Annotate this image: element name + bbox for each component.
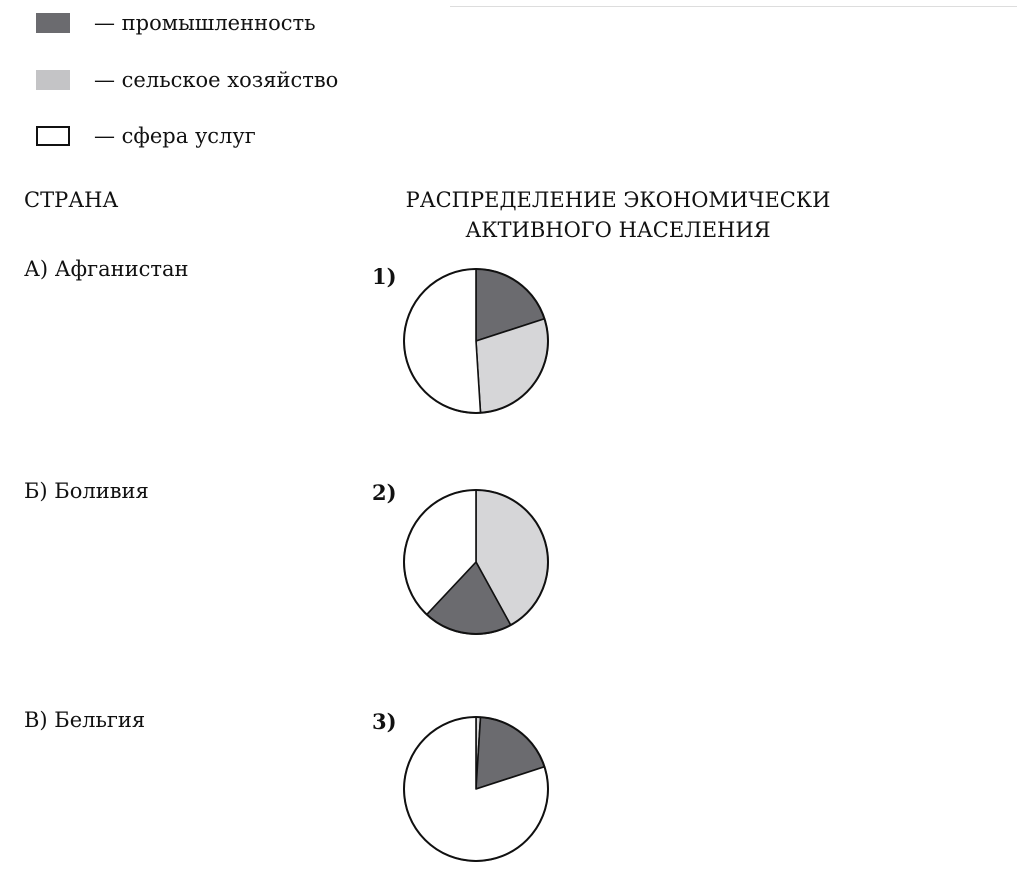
column-header-distribution: [360, 185, 876, 245]
country-belgium: В) Бельгия: [24, 708, 146, 732]
column-header-country: СТРАНА: [24, 188, 119, 212]
pie-chart-2: [401, 487, 551, 637]
chart-number-1: 1): [372, 264, 397, 289]
legend-swatch-industry: [36, 13, 70, 33]
legend-label-industry: — промышленность: [94, 11, 316, 35]
chart-number-3: 3): [372, 709, 397, 734]
legend-swatch-agriculture: [36, 70, 70, 90]
pie-1-slice-services: [404, 269, 480, 413]
legend-label-agriculture: — сельское хозяйство: [94, 68, 339, 92]
column-header-distribution-line1: РАСПРЕДЕЛЕНИЕ ЭКОНОМИЧЕСКИ: [405, 188, 831, 212]
legend-item-agriculture: [36, 68, 338, 92]
legend-item-industry: [36, 11, 316, 35]
top-divider: [450, 6, 1017, 7]
country-bolivia: Б) Боливия: [24, 479, 149, 503]
legend-item-services: [36, 124, 256, 148]
chart-number-2: 2): [372, 480, 397, 505]
column-header-distribution-line2: АКТИВНОГО НАСЕЛЕНИЯ: [465, 218, 771, 242]
pie-chart-1: [401, 266, 551, 416]
legend-swatch-services: [36, 126, 70, 146]
legend-label-services: — сфера услуг: [94, 124, 256, 148]
pie-chart-3: [401, 714, 551, 864]
country-afghanistan: А) Афганистан: [24, 257, 189, 281]
